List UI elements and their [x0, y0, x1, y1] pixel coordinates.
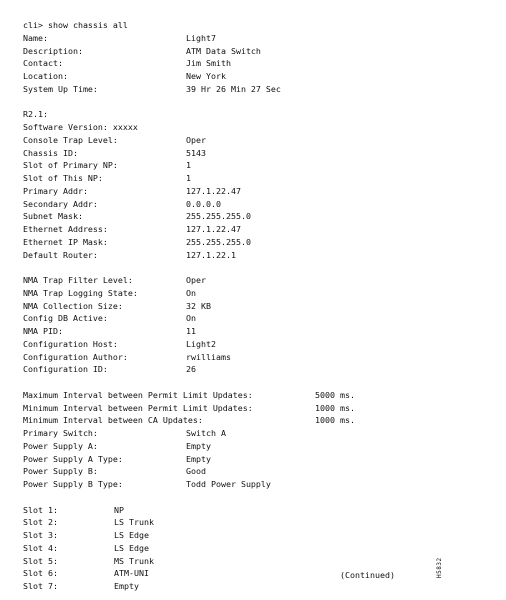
field-value: NP [114, 504, 124, 515]
status-row [23, 57, 493, 70]
status-row [23, 172, 493, 185]
field-label: Slot 2: [23, 517, 58, 528]
terminal-output [23, 19, 493, 593]
field-label: Maximum Interval between Permit Limit Updates: [23, 389, 253, 400]
field-value: 1 [186, 173, 191, 183]
field-value: New York [186, 71, 226, 81]
field-label: Name: [23, 32, 48, 43]
slot-row [23, 504, 493, 517]
status-row [23, 338, 493, 351]
field-label: NMA Collection Size: [23, 300, 123, 311]
field-label: Configuration Author: [23, 351, 128, 362]
field-value: ATM Data Switch [186, 45, 261, 56]
status-row [23, 45, 493, 58]
slot-row [23, 529, 493, 542]
field-value: Good [186, 466, 206, 477]
status-row [23, 478, 493, 491]
field-label: Primary Addr: [23, 185, 88, 196]
slot-row [23, 555, 493, 568]
field-value: 11 [186, 326, 196, 336]
field-label: Subnet Mask: [23, 211, 83, 222]
field-value: LS Edge [114, 542, 149, 553]
field-label: Minimum Interval between CA Updates: [23, 415, 203, 426]
status-row [23, 312, 493, 325]
field-label: Ethernet Address: [23, 224, 108, 234]
field-value: 1000 ms. [315, 402, 355, 413]
status-row [23, 453, 493, 466]
field-value: 32 KB [186, 300, 211, 311]
status-row [23, 287, 493, 300]
field-label: System Up Time: [23, 83, 98, 94]
slot-row [23, 542, 493, 555]
field-value: 255.255.255.0 [186, 211, 251, 222]
field-value: ATM-UNI [114, 568, 149, 579]
status-row [23, 121, 493, 134]
status-row [23, 147, 493, 160]
field-value: 39 Hr 26 Min 27 Sec [186, 83, 281, 94]
field-label: Configuration Host: [23, 338, 118, 349]
status-row [23, 83, 493, 96]
field-value: Jim Smith [186, 58, 231, 69]
status-row [23, 134, 493, 147]
field-label: Location: [23, 71, 68, 81]
status-row [23, 210, 493, 223]
field-label: Slot 3: [23, 530, 58, 540]
field-label: Configuration ID: [23, 364, 108, 375]
field-value: 1000 ms. [315, 415, 355, 426]
field-label: Slot of This NP: [23, 173, 103, 183]
field-value: Oper [186, 275, 206, 285]
field-value: Todd Power Supply [186, 479, 271, 489]
field-label: NMA PID: [23, 326, 63, 336]
field-label: R2.1: [23, 109, 48, 120]
status-row [23, 32, 493, 45]
slot-row [23, 580, 493, 593]
field-label: Slot of Primary NP: [23, 160, 118, 171]
field-label: Slot 1: [23, 504, 58, 515]
field-value: LS Trunk [114, 517, 154, 528]
status-row [23, 159, 493, 172]
status-row [23, 325, 493, 338]
field-label: Minimum Interval between Permit Limit Updates: [23, 402, 253, 413]
blank-line [23, 261, 493, 274]
field-value: 5143 [186, 147, 206, 158]
field-label: Chassis ID: [23, 147, 78, 158]
status-row [23, 108, 493, 121]
status-row [23, 363, 493, 376]
field-label: Config DB Active: [23, 313, 108, 324]
status-row [23, 274, 493, 287]
status-row [23, 300, 493, 313]
slot-row [23, 567, 493, 580]
field-value: Empty [114, 581, 139, 591]
field-value: On [186, 287, 196, 298]
field-label: Slot 6: [23, 568, 58, 579]
status-row [23, 70, 493, 83]
field-value: 127.1.22.1 [186, 249, 236, 260]
status-row [23, 402, 493, 415]
field-value: Switch A [186, 428, 226, 438]
status-row [23, 185, 493, 198]
field-label: Slot 4: [23, 542, 58, 553]
field-value: Oper [186, 134, 206, 145]
blank-line [23, 376, 493, 389]
field-label: Secondary Addr: [23, 198, 98, 209]
field-label: Slot 5: [23, 555, 58, 566]
status-row [23, 440, 493, 453]
blank-line [23, 96, 493, 109]
field-value: 127.1.22.47 [186, 224, 241, 234]
field-value: 127.1.22.47 [186, 185, 241, 196]
field-value: On [186, 313, 196, 324]
field-value: Light2 [186, 338, 216, 349]
status-row [23, 465, 493, 478]
field-value: LS Edge [114, 530, 149, 540]
field-label: NMA Trap Filter Level: [23, 275, 133, 285]
field-value: 5000 ms. [315, 389, 355, 400]
field-label: Power Supply B Type: [23, 479, 123, 489]
blank-line [23, 491, 493, 504]
field-value: Empty [186, 453, 211, 464]
status-row [23, 249, 493, 262]
continued-note: (Continued) [340, 570, 395, 580]
field-label: NMA Trap Logging State: [23, 287, 138, 298]
status-row [23, 223, 493, 236]
status-row [23, 389, 493, 402]
field-label: Power Supply B: [23, 466, 98, 477]
field-label: Slot 7: [23, 581, 58, 591]
field-value: rwilliams [186, 351, 231, 362]
status-row [23, 427, 493, 440]
command-text: cli> show chassis all [23, 20, 128, 30]
field-value: 1 [186, 160, 191, 171]
slot-row [23, 516, 493, 529]
status-row [23, 236, 493, 249]
field-value: Empty [186, 440, 211, 451]
status-row [23, 198, 493, 211]
output-rows [23, 32, 493, 593]
field-label: Power Supply A Type: [23, 453, 123, 464]
field-label: Console Trap Level: [23, 134, 118, 145]
field-value: 255.255.255.0 [186, 236, 251, 247]
field-value: 26 [186, 364, 196, 375]
command-line [23, 19, 493, 32]
field-label: Primary Switch: [23, 428, 98, 438]
field-label: Default Router: [23, 249, 98, 260]
field-label: Software Version: xxxxx [23, 122, 138, 132]
field-value: 0.0.0.0 [186, 198, 221, 209]
field-value: MS Trunk [114, 555, 154, 566]
field-label: Contact: [23, 58, 63, 69]
field-label: Description: [23, 45, 83, 56]
figure-id-label: H5832 [436, 557, 443, 578]
status-row [23, 414, 493, 427]
field-value: Light7 [186, 32, 216, 43]
field-label: Ethernet IP Mask: [23, 236, 108, 247]
status-row [23, 351, 493, 364]
field-label: Power Supply A: [23, 440, 98, 451]
